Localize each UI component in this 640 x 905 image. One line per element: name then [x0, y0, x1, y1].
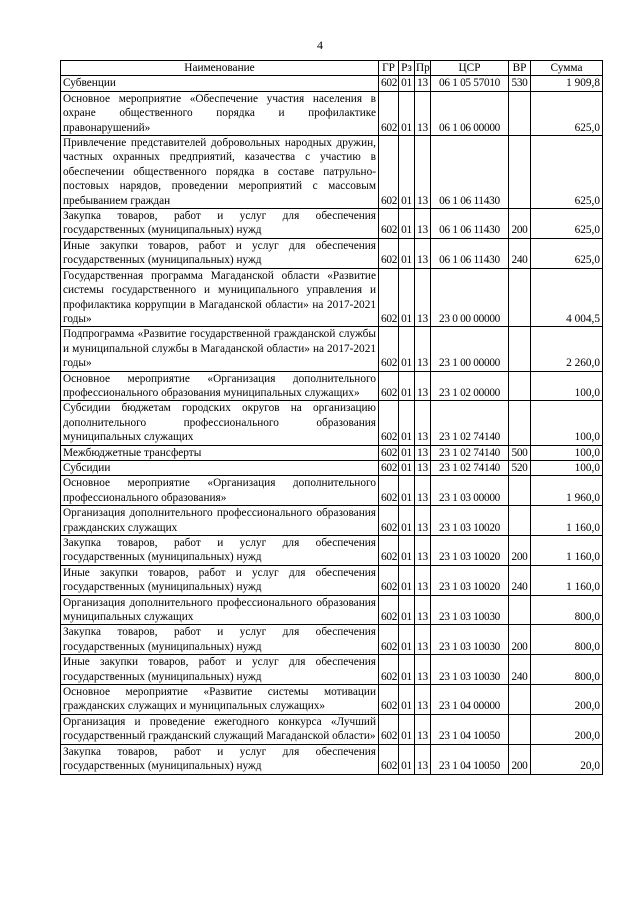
row-sum: 1 160,0	[531, 506, 603, 536]
table-row	[61, 714, 603, 744]
row-csr: 06 1 06 11430	[431, 209, 509, 239]
row-pr: 13	[415, 401, 431, 445]
row-sum: 1 160,0	[531, 536, 603, 566]
row-sum: 100,0	[531, 460, 603, 475]
row-pr: 13	[415, 655, 431, 685]
header-pr: Пр	[416, 62, 430, 74]
row-pr: 13	[415, 136, 431, 209]
row-csr: 23 1 02 74140	[431, 401, 509, 445]
row-rz: 01	[399, 460, 415, 475]
row-pr: 13	[415, 268, 431, 327]
row-name: Привлечение представителей добровольных народных дружин, частных охранных предприятий, казачества с участию в обеспечении общественного порядка в составе патрульно-постовых нарядов, проведении мероприятий с массовым пребыванием граждан	[61, 136, 379, 209]
row-pr: 13	[415, 238, 431, 268]
table-row	[61, 536, 603, 566]
header-name: Наименование	[61, 61, 379, 76]
table-row	[61, 476, 603, 506]
row-vr: 240	[509, 655, 531, 685]
row-csr: 23 1 04 00000	[431, 685, 509, 715]
row-sum: 625,0	[531, 209, 603, 239]
row-vr	[509, 327, 531, 371]
row-sum: 625,0	[531, 238, 603, 268]
row-gr: 602	[379, 565, 399, 595]
row-pr: 13	[415, 625, 431, 655]
row-csr: 06 1 06 11430	[431, 136, 509, 209]
header-row	[61, 61, 603, 76]
row-rz: 01	[399, 536, 415, 566]
row-name: Основное мероприятие «Организация дополнительного профессионального образования муниципальных служащих»	[61, 371, 379, 401]
row-vr: 240	[509, 238, 531, 268]
row-name: Организация дополнительного профессионального образования муниципальных служащих	[61, 595, 379, 625]
header-vr: ВР	[509, 61, 531, 76]
row-vr: 200	[509, 209, 531, 239]
row-csr: 23 1 02 74140	[431, 445, 509, 460]
row-rz: 01	[399, 238, 415, 268]
row-rz: 01	[399, 714, 415, 744]
row-pr: 13	[415, 714, 431, 744]
row-sum: 1 909,8	[531, 76, 603, 91]
row-pr: 13	[415, 327, 431, 371]
row-csr: 23 1 03 10030	[431, 595, 509, 625]
row-rz: 01	[399, 685, 415, 715]
row-csr: 23 0 00 00000	[431, 268, 509, 327]
row-name: Межбюджетные трансферты	[61, 445, 379, 460]
row-sum: 100,0	[531, 401, 603, 445]
row-name: Субсидии бюджетам городских округов на организацию дополнительного профессионального образования муниципальных служащих	[61, 401, 379, 445]
table-row	[61, 744, 603, 774]
row-csr: 23 1 03 10030	[431, 625, 509, 655]
table-row	[61, 625, 603, 655]
row-pr: 13	[415, 506, 431, 536]
row-rz: 01	[399, 91, 415, 135]
table-row	[61, 209, 603, 239]
row-pr: 13	[415, 536, 431, 566]
row-name: Иные закупки товаров, работ и услуг для обеспечения государственных (муниципальных) нужд	[61, 565, 379, 595]
row-rz: 01	[399, 565, 415, 595]
table-row	[61, 460, 603, 475]
table-row	[61, 91, 603, 135]
row-sum: 2 260,0	[531, 327, 603, 371]
row-rz: 01	[399, 744, 415, 774]
table-row	[61, 76, 603, 91]
row-csr: 06 1 06 11430	[431, 238, 509, 268]
row-rz: 01	[399, 655, 415, 685]
row-name: Основное мероприятие «Развитие системы мотивации гражданских служащих и муниципальных служащих»	[61, 685, 379, 715]
row-vr	[509, 268, 531, 327]
table-row	[61, 655, 603, 685]
row-name: Иные закупки товаров, работ и услуг для обеспечения государственных (муниципальных) нужд	[61, 655, 379, 685]
row-csr: 23 1 02 74140	[431, 460, 509, 475]
row-vr: 200	[509, 625, 531, 655]
row-sum: 800,0	[531, 655, 603, 685]
table-row	[61, 136, 603, 209]
table-row	[61, 445, 603, 460]
row-gr: 602	[379, 506, 399, 536]
row-vr	[509, 401, 531, 445]
row-csr: 23 1 04 10050	[431, 714, 509, 744]
row-vr: 500	[509, 445, 531, 460]
row-vr	[509, 595, 531, 625]
row-pr: 13	[415, 371, 431, 401]
row-gr: 602	[379, 476, 399, 506]
row-vr	[509, 476, 531, 506]
row-sum: 100,0	[531, 371, 603, 401]
row-csr: 23 1 00 00000	[431, 327, 509, 371]
row-name: Подпрограмма «Развитие государственной гражданской службы и муниципальной службы в Магаданской области» на 2017-2021 годы»	[61, 327, 379, 371]
header-sum: Сумма	[531, 61, 603, 76]
row-gr: 602	[379, 136, 399, 209]
budget-table	[60, 60, 603, 775]
row-sum: 200,0	[531, 714, 603, 744]
row-name: Основное мероприятие «Обеспечение участия населения в охране общественного порядка и профилактике правонарушений»	[61, 91, 379, 135]
header-rz: Рз	[399, 61, 415, 76]
row-vr: 240	[509, 565, 531, 595]
row-csr: 23 1 03 10020	[431, 536, 509, 566]
row-rz: 01	[399, 371, 415, 401]
row-csr: 23 1 02 00000	[431, 371, 509, 401]
row-name: Субсидии	[61, 460, 379, 475]
header-csr: ЦСР	[431, 61, 509, 76]
row-rz: 01	[399, 506, 415, 536]
row-name: Закупка товаров, работ и услуг для обеспечения государственных (муниципальных) нужд	[61, 209, 379, 239]
row-gr: 602	[379, 625, 399, 655]
row-vr: 530	[509, 76, 531, 91]
row-gr: 602	[379, 371, 399, 401]
row-pr: 13	[415, 476, 431, 506]
row-vr	[509, 91, 531, 135]
table-row	[61, 685, 603, 715]
row-gr: 602	[379, 268, 399, 327]
header-gr: ГР	[379, 61, 399, 76]
row-pr: 13	[415, 209, 431, 239]
row-csr: 23 1 03 00000	[431, 476, 509, 506]
row-gr: 602	[379, 238, 399, 268]
row-gr: 602	[379, 327, 399, 371]
table-row	[61, 506, 603, 536]
row-gr: 602	[379, 595, 399, 625]
table-row	[61, 238, 603, 268]
row-rz: 01	[399, 136, 415, 209]
row-csr: 06 1 06 00000	[431, 91, 509, 135]
row-vr	[509, 371, 531, 401]
row-rz: 01	[399, 327, 415, 371]
row-sum: 625,0	[531, 136, 603, 209]
row-csr: 23 1 03 10020	[431, 565, 509, 595]
row-pr: 13	[415, 91, 431, 135]
row-sum: 4 004,5	[531, 268, 603, 327]
row-gr: 602	[379, 445, 399, 460]
row-pr: 13	[415, 460, 431, 475]
row-rz: 01	[399, 476, 415, 506]
row-vr	[509, 506, 531, 536]
row-name: Закупка товаров, работ и услуг для обеспечения государственных (муниципальных) нужд	[61, 536, 379, 566]
row-name: Закупка товаров, работ и услуг для обеспечения государственных (муниципальных) нужд	[61, 625, 379, 655]
row-sum: 800,0	[531, 625, 603, 655]
row-rz: 01	[399, 209, 415, 239]
row-gr: 602	[379, 685, 399, 715]
row-name: Субвенции	[61, 76, 379, 91]
row-name: Закупка товаров, работ и услуг для обеспечения государственных (муниципальных) нужд	[61, 744, 379, 774]
page-number: 4	[317, 38, 323, 52]
row-name: Основное мероприятие «Организация дополнительного профессионального образования»	[61, 476, 379, 506]
row-gr: 602	[379, 91, 399, 135]
row-gr: 602	[379, 401, 399, 445]
row-csr: 23 1 03 10020	[431, 506, 509, 536]
row-pr: 13	[415, 445, 431, 460]
row-csr: 06 1 05 57010	[431, 76, 509, 91]
table-header	[61, 61, 603, 76]
row-vr	[509, 714, 531, 744]
row-sum: 200,0	[531, 685, 603, 715]
row-sum: 20,0	[531, 744, 603, 774]
row-gr: 602	[379, 460, 399, 475]
row-gr: 602	[379, 76, 399, 91]
row-vr: 200	[509, 536, 531, 566]
row-pr: 13	[415, 685, 431, 715]
row-gr: 602	[379, 209, 399, 239]
row-vr	[509, 136, 531, 209]
row-vr: 520	[509, 460, 531, 475]
row-sum: 1 160,0	[531, 565, 603, 595]
row-rz: 01	[399, 625, 415, 655]
row-csr: 23 1 03 10030	[431, 655, 509, 685]
row-rz: 01	[399, 595, 415, 625]
row-gr: 602	[379, 744, 399, 774]
row-rz: 01	[399, 445, 415, 460]
row-sum: 100,0	[531, 445, 603, 460]
row-rz: 01	[399, 76, 415, 91]
table-row	[61, 595, 603, 625]
row-rz: 01	[399, 268, 415, 327]
row-pr: 13	[415, 76, 431, 91]
row-name: Организация дополнительного профессионального образования гражданских служащих	[61, 506, 379, 536]
row-sum: 1 960,0	[531, 476, 603, 506]
row-name: Государственная программа Магаданской области «Развитие системы государственного и муниципального управления и профилактика коррупции в Магаданской области» на 2017-2021 годы»	[61, 268, 379, 327]
table-row	[61, 371, 603, 401]
table-row	[61, 401, 603, 445]
row-csr: 23 1 04 10050	[431, 744, 509, 774]
row-name: Организация и проведение ежегодного конкурса «Лучший государственный гражданский служащий Магаданской области»	[61, 714, 379, 744]
row-pr: 13	[415, 595, 431, 625]
row-pr: 13	[415, 565, 431, 595]
row-sum: 800,0	[531, 595, 603, 625]
table-body	[61, 76, 603, 774]
table-row	[61, 268, 603, 327]
row-name: Иные закупки товаров, работ и услуг для обеспечения государственных (муниципальных) нужд	[61, 238, 379, 268]
row-vr	[509, 685, 531, 715]
row-pr: 13	[415, 744, 431, 774]
table-row	[61, 565, 603, 595]
row-gr: 602	[379, 536, 399, 566]
row-vr: 200	[509, 744, 531, 774]
row-gr: 602	[379, 714, 399, 744]
row-sum: 625,0	[531, 91, 603, 135]
row-gr: 602	[379, 655, 399, 685]
row-rz: 01	[399, 401, 415, 445]
table-row	[61, 327, 603, 371]
